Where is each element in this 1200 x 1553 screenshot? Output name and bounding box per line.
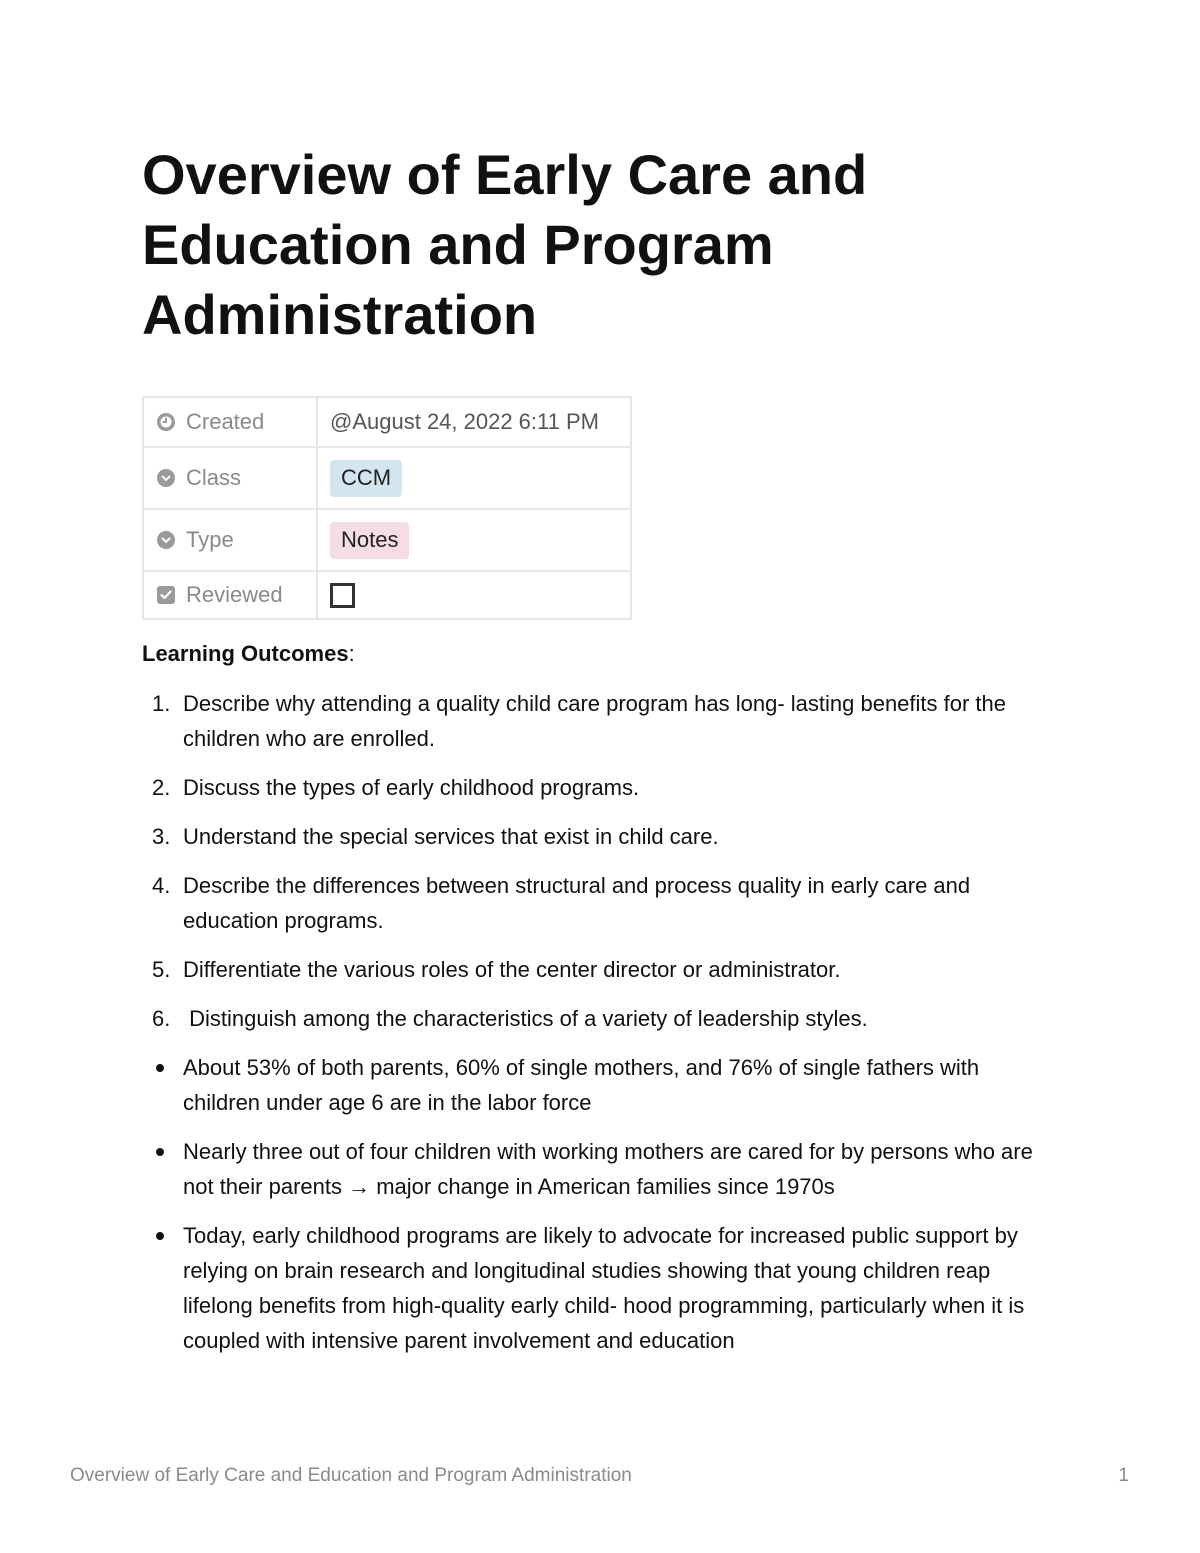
list-item: [142, 868, 1062, 938]
bullet-item: [142, 1218, 1062, 1358]
property-label-cell: [143, 571, 317, 619]
select-icon: [156, 468, 176, 488]
property-value-cell[interactable]: [317, 397, 631, 447]
facts-bullet-list: [142, 1050, 1062, 1358]
list-item: [142, 686, 1062, 756]
list-item-number: 3.: [152, 824, 171, 849]
bullet-item: [142, 1134, 1062, 1204]
property-row-created: [143, 397, 631, 447]
list-item-text: Distinguish among the characteristics of a variety of leadership styles.: [183, 1006, 868, 1031]
bullet-text: About 53% of both parents, 60% of single mothers, and 76% of single fathers with children under age 6 are in the labor force: [183, 1055, 980, 1115]
list-item-text: Differentiate the various roles of the center director or administrator.: [183, 957, 841, 982]
list-item-text: Describe the differences between structural and process quality in early care and education programs.: [183, 873, 971, 933]
property-value-cell[interactable]: [317, 447, 631, 509]
property-label-cell: [143, 397, 317, 447]
list-item-text: Discuss the types of early childhood programs.: [183, 775, 640, 800]
list-item-text: Describe why attending a quality child care program has long- lasting benefits for the children who are enrolled.: [183, 691, 1007, 751]
property-label-type: Type: [186, 527, 234, 552]
page-number: 1: [1118, 1465, 1129, 1486]
property-value-cell[interactable]: [317, 509, 631, 571]
learning-outcomes-colon: :: [348, 641, 355, 666]
property-row-reviewed: [143, 571, 631, 619]
list-item-text: Understand the special services that exist in child care.: [183, 824, 719, 849]
property-label-reviewed: Reviewed: [186, 582, 283, 607]
bullet-dot: [156, 1064, 164, 1072]
list-item: [142, 1001, 1062, 1036]
property-label-created: Created: [186, 409, 265, 434]
bullet-text: Nearly three out of four children with working mothers are cared for by persons who are not their parents → major change in American families since 1970s: [183, 1139, 1033, 1199]
property-row-class: [143, 447, 631, 509]
list-item: [142, 819, 1062, 854]
type-tag[interactable]: Notes: [330, 522, 409, 559]
class-tag[interactable]: CCM: [330, 460, 402, 497]
select-icon: [156, 530, 176, 550]
property-value-cell: [317, 571, 631, 619]
list-item-number: 5.: [152, 957, 171, 982]
reviewed-checkbox[interactable]: [330, 583, 355, 608]
property-label-class: Class: [186, 465, 242, 490]
learning-outcomes-heading: [142, 636, 1062, 671]
page-title: Overview of Early Care and Education and Program Administration: [142, 143, 868, 346]
list-item: [142, 770, 1062, 805]
created-date-value: @August 24, 2022 6:11 PM: [330, 409, 599, 434]
checkbox-icon: [156, 585, 176, 605]
bullet-text: Today, early childhood programs are likely to advocate for increased public support by relying on brain research and longitudinal studies showing that young children reap lifelong benefits from high-quality early child- hood programming, particularly when it is coupled with intensive parent involvement and education: [183, 1223, 1025, 1353]
page-content: [142, 636, 1062, 1372]
clock-icon: [156, 412, 176, 432]
property-label-cell: [143, 509, 317, 571]
list-item-number: 2.: [152, 775, 171, 800]
list-item-number: 4.: [152, 873, 171, 898]
bullet-item: [142, 1050, 1062, 1120]
property-label-cell: [143, 447, 317, 509]
list-item-number: 1.: [152, 691, 171, 716]
learning-outcomes-list: [142, 686, 1062, 1036]
property-row-type: [143, 509, 631, 571]
list-item: [142, 952, 1062, 987]
bullet-dot: [156, 1148, 164, 1156]
properties-table: [142, 396, 632, 620]
bullet-dot: [156, 1232, 164, 1240]
list-item-number: 6.: [152, 1006, 171, 1031]
footer-title: Overview of Early Care and Education and Program Administration: [70, 1465, 632, 1486]
learning-outcomes-label: Learning Outcomes: [142, 641, 349, 666]
